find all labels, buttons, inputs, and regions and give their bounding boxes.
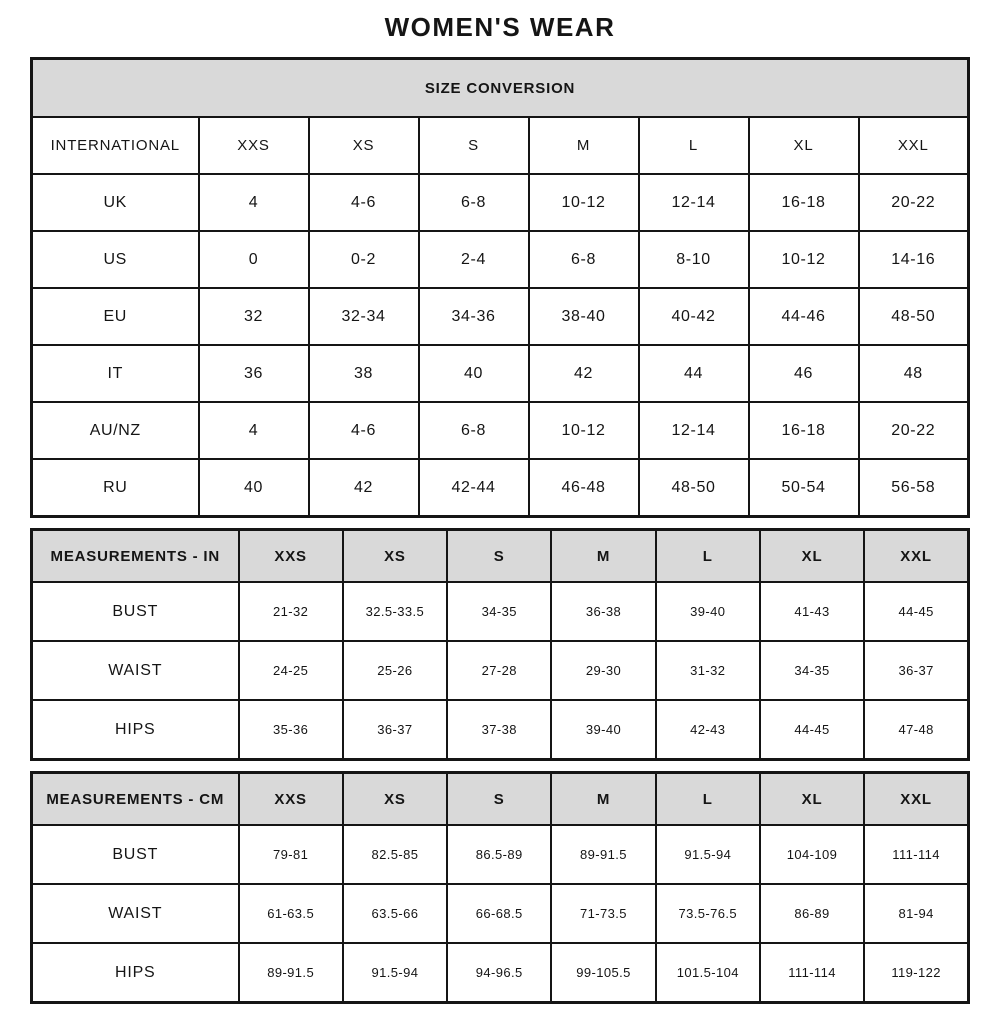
cell: 63.5-66	[343, 884, 447, 943]
size-header: XS	[343, 530, 447, 583]
cell: 40	[199, 459, 309, 517]
cell: 91.5-94	[656, 825, 760, 884]
cell: 20-22	[859, 402, 969, 459]
cell: 34-35	[447, 582, 551, 641]
cell: 32.5-33.5	[343, 582, 447, 641]
cell: 36-37	[343, 700, 447, 760]
cell: 14-16	[859, 231, 969, 288]
row-label: INTERNATIONAL	[32, 117, 199, 174]
table-row	[32, 773, 969, 826]
table-row	[32, 943, 969, 1003]
row-label: AU/NZ	[32, 402, 199, 459]
cell: 42	[529, 345, 639, 402]
cell: 36	[199, 345, 309, 402]
cell: 34-36	[419, 288, 529, 345]
cell: 38	[309, 345, 419, 402]
cell: 36-37	[864, 641, 968, 700]
table-row	[32, 117, 969, 174]
row-label: BUST	[32, 825, 239, 884]
cell: L	[639, 117, 749, 174]
cell: XXL	[859, 117, 969, 174]
cell: 82.5-85	[343, 825, 447, 884]
row-label: UK	[32, 174, 199, 231]
table-row	[32, 884, 969, 943]
cell: 39-40	[656, 582, 760, 641]
size-header: M	[551, 530, 655, 583]
cell: 37-38	[447, 700, 551, 760]
cell: 32	[199, 288, 309, 345]
cell: XXS	[199, 117, 309, 174]
cell: 42-43	[656, 700, 760, 760]
cell: 10-12	[529, 174, 639, 231]
cell: 66-68.5	[447, 884, 551, 943]
cell: 89-91.5	[551, 825, 655, 884]
size-header: XL	[760, 773, 864, 826]
cell: 24-25	[239, 641, 343, 700]
page-title: WOMEN'S WEAR	[384, 12, 616, 42]
size-chart-sheet	[30, 0, 970, 1004]
cell: 25-26	[343, 641, 447, 700]
measurements-in-header: MEASUREMENTS - IN	[32, 530, 239, 583]
size-header: XXL	[864, 530, 968, 583]
size-header: S	[447, 773, 551, 826]
size-header: XS	[343, 773, 447, 826]
cell: 46	[749, 345, 859, 402]
cell: 4-6	[309, 402, 419, 459]
table-row	[32, 59, 969, 118]
cell: 81-94	[864, 884, 968, 943]
cell: 4	[199, 402, 309, 459]
cell: 10-12	[529, 402, 639, 459]
cell: 79-81	[239, 825, 343, 884]
measurements-cm-table	[30, 771, 970, 1004]
cell: 0-2	[309, 231, 419, 288]
cell: 86-89	[760, 884, 864, 943]
table-row	[32, 700, 969, 760]
cell: 99-105.5	[551, 943, 655, 1003]
table-row	[32, 530, 969, 583]
cell: 16-18	[749, 174, 859, 231]
cell: 61-63.5	[239, 884, 343, 943]
table-row	[32, 641, 969, 700]
cell: 4-6	[309, 174, 419, 231]
cell: 44-46	[749, 288, 859, 345]
table-row	[32, 825, 969, 884]
cell: 32-34	[309, 288, 419, 345]
cell: 47-48	[864, 700, 968, 760]
cell: 12-14	[639, 402, 749, 459]
cell: 89-91.5	[239, 943, 343, 1003]
cell: 20-22	[859, 174, 969, 231]
cell: 42-44	[419, 459, 529, 517]
cell: 44-45	[760, 700, 864, 760]
cell: 48	[859, 345, 969, 402]
size-header: L	[656, 530, 760, 583]
table-row	[32, 345, 969, 402]
cell: 38-40	[529, 288, 639, 345]
row-label: EU	[32, 288, 199, 345]
cell: 8-10	[639, 231, 749, 288]
cell: 94-96.5	[447, 943, 551, 1003]
size-header: XL	[760, 530, 864, 583]
row-label: RU	[32, 459, 199, 517]
cell: 86.5-89	[447, 825, 551, 884]
cell: 35-36	[239, 700, 343, 760]
cell: 6-8	[419, 402, 529, 459]
cell: 44	[639, 345, 749, 402]
size-header: XXL	[864, 773, 968, 826]
cell: 31-32	[656, 641, 760, 700]
row-label: WAIST	[32, 641, 239, 700]
cell: 111-114	[864, 825, 968, 884]
cell: M	[529, 117, 639, 174]
size-header: XXS	[239, 530, 343, 583]
cell: XS	[309, 117, 419, 174]
cell: 104-109	[760, 825, 864, 884]
cell: 40	[419, 345, 529, 402]
cell: 36-38	[551, 582, 655, 641]
cell: 91.5-94	[343, 943, 447, 1003]
cell: 10-12	[749, 231, 859, 288]
cell: 101.5-104	[656, 943, 760, 1003]
cell: 56-58	[859, 459, 969, 517]
row-label: HIPS	[32, 943, 239, 1003]
cell: 27-28	[447, 641, 551, 700]
cell: 73.5-76.5	[656, 884, 760, 943]
cell: 71-73.5	[551, 884, 655, 943]
cell: 4	[199, 174, 309, 231]
row-label: WAIST	[32, 884, 239, 943]
row-label: IT	[32, 345, 199, 402]
cell: 0	[199, 231, 309, 288]
table-row	[32, 402, 969, 459]
row-label: US	[32, 231, 199, 288]
cell: 34-35	[760, 641, 864, 700]
cell: 50-54	[749, 459, 859, 517]
size-conversion-header: SIZE CONVERSION	[32, 59, 969, 118]
size-header: M	[551, 773, 655, 826]
cell: 29-30	[551, 641, 655, 700]
cell: XL	[749, 117, 859, 174]
cell: 44-45	[864, 582, 968, 641]
cell: 40-42	[639, 288, 749, 345]
cell: 111-114	[760, 943, 864, 1003]
cell: 2-4	[419, 231, 529, 288]
cell: 48-50	[859, 288, 969, 345]
size-header: S	[447, 530, 551, 583]
cell: 16-18	[749, 402, 859, 459]
cell: 119-122	[864, 943, 968, 1003]
cell: 48-50	[639, 459, 749, 517]
table-row	[32, 459, 969, 517]
table-row	[32, 231, 969, 288]
cell: 12-14	[639, 174, 749, 231]
size-conversion-table	[30, 57, 970, 518]
cell: 21-32	[239, 582, 343, 641]
cell: 6-8	[419, 174, 529, 231]
cell: 46-48	[529, 459, 639, 517]
table-row	[32, 582, 969, 641]
row-label: BUST	[32, 582, 239, 641]
row-label: HIPS	[32, 700, 239, 760]
table-row	[32, 174, 969, 231]
measurements-in-table	[30, 528, 970, 761]
cell: 6-8	[529, 231, 639, 288]
cell: 39-40	[551, 700, 655, 760]
measurements-cm-header: MEASUREMENTS - CM	[32, 773, 239, 826]
cell: 42	[309, 459, 419, 517]
size-header: L	[656, 773, 760, 826]
table-row	[32, 288, 969, 345]
cell: 41-43	[760, 582, 864, 641]
size-header: XXS	[239, 773, 343, 826]
cell: S	[419, 117, 529, 174]
